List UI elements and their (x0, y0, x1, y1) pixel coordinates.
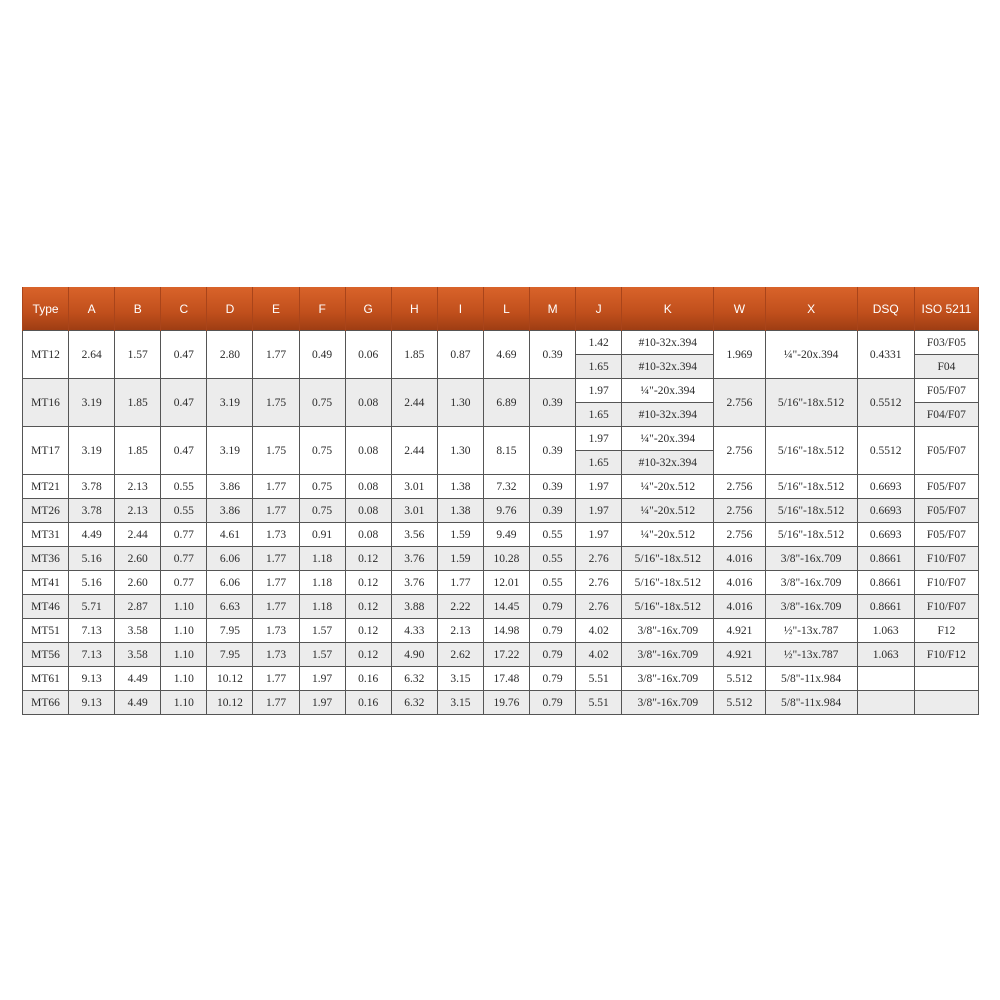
cell-f: 1.97 (299, 691, 345, 715)
cell-i: 3.15 (437, 691, 483, 715)
cell-f: 0.75 (299, 379, 345, 427)
cell-x: 5/8"-11x.984 (765, 667, 857, 691)
cell-m: 0.39 (530, 499, 576, 523)
cell-l: 12.01 (483, 571, 529, 595)
cell-e: 1.77 (253, 571, 299, 595)
cell-h: 3.76 (391, 571, 437, 595)
cell-j: 5.51 (576, 667, 622, 691)
cell-type: MT51 (23, 619, 69, 643)
table-row-mt31 (23, 523, 979, 547)
cell-g: 0.12 (345, 643, 391, 667)
cell-k-upper: #10-32x.394 (622, 331, 714, 355)
cell-i: 0.87 (437, 331, 483, 379)
cell-x: ½"-13x.787 (765, 643, 857, 667)
cell-j: 1.97 (576, 499, 622, 523)
cell-g: 0.12 (345, 595, 391, 619)
cell-j: 1.97 (576, 523, 622, 547)
table-row-mt56 (23, 643, 979, 667)
cell-c: 0.55 (161, 475, 207, 499)
cell-d: 10.12 (207, 691, 253, 715)
cell-c: 0.47 (161, 427, 207, 475)
cell-type: MT56 (23, 643, 69, 667)
table-row-mt46 (23, 595, 979, 619)
cell-j: 1.97 (576, 475, 622, 499)
cell-a: 7.13 (69, 619, 115, 643)
cell-k: 3/8"-16x.709 (622, 691, 714, 715)
cell-a: 5.16 (69, 571, 115, 595)
cell-iso-lower: F04 (914, 355, 978, 379)
cell-d: 7.95 (207, 643, 253, 667)
cell-e: 1.77 (253, 499, 299, 523)
cell-e: 1.77 (253, 475, 299, 499)
cell-f: 0.75 (299, 475, 345, 499)
cell-w: 1.969 (714, 331, 765, 379)
cell-iso (914, 667, 978, 691)
header-h: H (391, 287, 437, 331)
cell-w: 5.512 (714, 667, 765, 691)
cell-k-upper: ¼"-20x.394 (622, 427, 714, 451)
cell-e: 1.75 (253, 379, 299, 427)
header-x: X (765, 287, 857, 331)
cell-dsq: 0.5512 (857, 379, 914, 427)
cell-g: 0.08 (345, 499, 391, 523)
cell-h: 6.32 (391, 691, 437, 715)
cell-i: 1.59 (437, 523, 483, 547)
cell-d: 3.86 (207, 475, 253, 499)
cell-j: 2.76 (576, 547, 622, 571)
cell-k-lower: #10-32x.394 (622, 403, 714, 427)
cell-c: 1.10 (161, 691, 207, 715)
cell-a: 4.49 (69, 523, 115, 547)
header-b: B (115, 287, 161, 331)
cell-m: 0.79 (530, 667, 576, 691)
cell-type: MT16 (23, 379, 69, 427)
cell-g: 0.12 (345, 619, 391, 643)
cell-i: 1.38 (437, 499, 483, 523)
cell-l: 14.98 (483, 619, 529, 643)
cell-i: 1.77 (437, 571, 483, 595)
cell-a: 3.19 (69, 379, 115, 427)
cell-e: 1.77 (253, 331, 299, 379)
cell-e: 1.77 (253, 595, 299, 619)
cell-b: 1.57 (115, 331, 161, 379)
cell-e: 1.77 (253, 547, 299, 571)
cell-d: 10.12 (207, 667, 253, 691)
cell-k: ¼"-20x.512 (622, 475, 714, 499)
cell-k: ¼"-20x.512 (622, 499, 714, 523)
cell-l: 10.28 (483, 547, 529, 571)
dimensions-table-wrapper (22, 287, 979, 715)
cell-iso: F05/F07 (914, 475, 978, 499)
cell-c: 1.10 (161, 595, 207, 619)
cell-c: 0.55 (161, 499, 207, 523)
cell-type: MT26 (23, 499, 69, 523)
cell-x: 3/8"-16x.709 (765, 547, 857, 571)
cell-x: ½"-13x.787 (765, 619, 857, 643)
cell-iso: F12 (914, 619, 978, 643)
cell-a: 5.71 (69, 595, 115, 619)
cell-c: 0.77 (161, 547, 207, 571)
header-dsq: DSQ (857, 287, 914, 331)
cell-type: MT17 (23, 427, 69, 475)
cell-c: 0.77 (161, 571, 207, 595)
cell-a: 3.78 (69, 499, 115, 523)
cell-f: 1.18 (299, 547, 345, 571)
cell-iso (914, 691, 978, 715)
cell-k: 3/8"-16x.709 (622, 643, 714, 667)
table-row-mt12 (23, 331, 979, 355)
cell-h: 3.01 (391, 475, 437, 499)
cell-l: 7.32 (483, 475, 529, 499)
cell-w: 2.756 (714, 523, 765, 547)
header-e: E (253, 287, 299, 331)
cell-m: 0.55 (530, 547, 576, 571)
cell-k: ¼"-20x.512 (622, 523, 714, 547)
cell-k: 5/16"-18x.512 (622, 595, 714, 619)
cell-iso-upper: F03/F05 (914, 331, 978, 355)
cell-l: 19.76 (483, 691, 529, 715)
cell-f: 1.18 (299, 571, 345, 595)
cell-x: 3/8"-16x.709 (765, 595, 857, 619)
cell-iso: F10/F07 (914, 571, 978, 595)
cell-l: 9.76 (483, 499, 529, 523)
cell-d: 3.19 (207, 379, 253, 427)
cell-i: 1.59 (437, 547, 483, 571)
cell-g: 0.08 (345, 475, 391, 499)
header-j: J (576, 287, 622, 331)
cell-m: 0.79 (530, 691, 576, 715)
cell-iso: F10/F07 (914, 595, 978, 619)
cell-d: 6.06 (207, 571, 253, 595)
cell-f: 1.97 (299, 667, 345, 691)
cell-dsq: 0.8661 (857, 571, 914, 595)
cell-e: 1.77 (253, 667, 299, 691)
cell-l: 6.89 (483, 379, 529, 427)
cell-g: 0.08 (345, 523, 391, 547)
cell-j: 2.76 (576, 571, 622, 595)
header-k: K (622, 287, 714, 331)
cell-dsq: 0.4331 (857, 331, 914, 379)
table-row-mt17 (23, 427, 979, 451)
header-c: C (161, 287, 207, 331)
cell-m: 0.55 (530, 571, 576, 595)
cell-h: 1.85 (391, 331, 437, 379)
cell-k: 5/16"-18x.512 (622, 571, 714, 595)
cell-i: 2.22 (437, 595, 483, 619)
cell-l: 17.48 (483, 667, 529, 691)
cell-dsq: 0.6693 (857, 499, 914, 523)
cell-c: 0.77 (161, 523, 207, 547)
cell-f: 1.57 (299, 643, 345, 667)
cell-i: 1.38 (437, 475, 483, 499)
dimensions-table (22, 287, 979, 715)
table-row-mt66 (23, 691, 979, 715)
cell-m: 0.39 (530, 475, 576, 499)
cell-f: 0.75 (299, 427, 345, 475)
cell-f: 1.57 (299, 619, 345, 643)
cell-x: 5/16"-18x.512 (765, 523, 857, 547)
table-row-mt16 (23, 379, 979, 403)
cell-w: 2.756 (714, 379, 765, 427)
cell-i: 1.30 (437, 427, 483, 475)
cell-w: 4.016 (714, 547, 765, 571)
header-f: F (299, 287, 345, 331)
table-body-single-rows (23, 475, 979, 715)
cell-x: 5/16"-18x.512 (765, 475, 857, 499)
cell-d: 3.86 (207, 499, 253, 523)
table-header (23, 287, 979, 331)
cell-b: 2.13 (115, 499, 161, 523)
cell-x: ¼"-20x.394 (765, 331, 857, 379)
cell-type: MT46 (23, 595, 69, 619)
cell-d: 6.06 (207, 547, 253, 571)
header-g: G (345, 287, 391, 331)
cell-b: 1.85 (115, 427, 161, 475)
cell-f: 0.91 (299, 523, 345, 547)
cell-b: 4.49 (115, 667, 161, 691)
cell-j-lower: 1.65 (576, 403, 622, 427)
cell-m: 0.55 (530, 523, 576, 547)
cell-j-upper: 1.97 (576, 427, 622, 451)
cell-m: 0.39 (530, 379, 576, 427)
cell-a: 7.13 (69, 643, 115, 667)
cell-dsq (857, 691, 914, 715)
header-m: M (530, 287, 576, 331)
cell-b: 2.13 (115, 475, 161, 499)
cell-i: 3.15 (437, 667, 483, 691)
cell-w: 4.016 (714, 571, 765, 595)
cell-w: 5.512 (714, 691, 765, 715)
cell-l: 9.49 (483, 523, 529, 547)
cell-d: 6.63 (207, 595, 253, 619)
cell-dsq: 0.6693 (857, 475, 914, 499)
cell-x: 3/8"-16x.709 (765, 571, 857, 595)
cell-e: 1.73 (253, 523, 299, 547)
cell-dsq: 1.063 (857, 643, 914, 667)
cell-j-lower: 1.65 (576, 451, 622, 475)
cell-d: 2.80 (207, 331, 253, 379)
cell-c: 1.10 (161, 619, 207, 643)
cell-m: 0.39 (530, 331, 576, 379)
cell-w: 4.016 (714, 595, 765, 619)
cell-a: 3.19 (69, 427, 115, 475)
cell-m: 0.79 (530, 619, 576, 643)
cell-k: 5/16"-18x.512 (622, 547, 714, 571)
cell-i: 1.30 (437, 379, 483, 427)
cell-b: 2.44 (115, 523, 161, 547)
cell-h: 4.90 (391, 643, 437, 667)
table-row-mt26 (23, 499, 979, 523)
cell-c: 1.10 (161, 667, 207, 691)
cell-d: 3.19 (207, 427, 253, 475)
cell-e: 1.73 (253, 619, 299, 643)
cell-type: MT66 (23, 691, 69, 715)
cell-dsq: 0.6693 (857, 523, 914, 547)
cell-j: 4.02 (576, 643, 622, 667)
cell-b: 2.60 (115, 547, 161, 571)
cell-h: 6.32 (391, 667, 437, 691)
cell-iso-lower: F04/F07 (914, 403, 978, 427)
cell-iso: F05/F07 (914, 427, 978, 475)
cell-dsq (857, 667, 914, 691)
header-iso5211: ISO 5211 (914, 287, 978, 331)
cell-a: 5.16 (69, 547, 115, 571)
cell-h: 4.33 (391, 619, 437, 643)
cell-w: 2.756 (714, 499, 765, 523)
cell-h: 3.56 (391, 523, 437, 547)
cell-j-upper: 1.97 (576, 379, 622, 403)
cell-b: 2.60 (115, 571, 161, 595)
cell-l: 8.15 (483, 427, 529, 475)
cell-iso: F10/F07 (914, 547, 978, 571)
cell-g: 0.08 (345, 379, 391, 427)
cell-x: 5/8"-11x.984 (765, 691, 857, 715)
cell-c: 1.10 (161, 643, 207, 667)
table-row-mt61 (23, 667, 979, 691)
cell-e: 1.75 (253, 427, 299, 475)
cell-iso-upper: F05/F07 (914, 379, 978, 403)
cell-k: 3/8"-16x.709 (622, 619, 714, 643)
header-d: D (207, 287, 253, 331)
cell-k-lower: #10-32x.394 (622, 451, 714, 475)
cell-e: 1.73 (253, 643, 299, 667)
cell-f: 0.49 (299, 331, 345, 379)
cell-x: 5/16"-18x.512 (765, 427, 857, 475)
cell-dsq: 1.063 (857, 619, 914, 643)
cell-g: 0.16 (345, 691, 391, 715)
header-row (23, 287, 979, 331)
cell-h: 3.88 (391, 595, 437, 619)
cell-j-upper: 1.42 (576, 331, 622, 355)
table-body (23, 331, 979, 475)
table-row-mt51 (23, 619, 979, 643)
cell-dsq: 0.8661 (857, 595, 914, 619)
cell-k-lower: #10-32x.394 (622, 355, 714, 379)
cell-x: 5/16"-18x.512 (765, 379, 857, 427)
cell-l: 17.22 (483, 643, 529, 667)
cell-iso: F05/F07 (914, 499, 978, 523)
cell-type: MT12 (23, 331, 69, 379)
cell-type: MT21 (23, 475, 69, 499)
cell-c: 0.47 (161, 379, 207, 427)
cell-type: MT41 (23, 571, 69, 595)
cell-g: 0.08 (345, 427, 391, 475)
cell-l: 4.69 (483, 331, 529, 379)
cell-b: 4.49 (115, 691, 161, 715)
cell-g: 0.12 (345, 571, 391, 595)
cell-g: 0.12 (345, 547, 391, 571)
cell-j: 2.76 (576, 595, 622, 619)
cell-h: 2.44 (391, 379, 437, 427)
cell-i: 2.62 (437, 643, 483, 667)
header-i: I (437, 287, 483, 331)
header-type: Type (23, 287, 69, 331)
table-row-mt21 (23, 475, 979, 499)
cell-k: 3/8"-16x.709 (622, 667, 714, 691)
cell-k-upper: ¼"-20x.394 (622, 379, 714, 403)
cell-j-lower: 1.65 (576, 355, 622, 379)
cell-w: 2.756 (714, 475, 765, 499)
cell-x: 5/16"-18x.512 (765, 499, 857, 523)
header-w: W (714, 287, 765, 331)
cell-m: 0.79 (530, 595, 576, 619)
cell-b: 3.58 (115, 643, 161, 667)
table-row-mt36 (23, 547, 979, 571)
cell-a: 9.13 (69, 667, 115, 691)
cell-a: 2.64 (69, 331, 115, 379)
cell-h: 2.44 (391, 427, 437, 475)
cell-f: 1.18 (299, 595, 345, 619)
cell-iso: F05/F07 (914, 523, 978, 547)
cell-iso: F10/F12 (914, 643, 978, 667)
cell-b: 2.87 (115, 595, 161, 619)
cell-type: MT61 (23, 667, 69, 691)
cell-m: 0.39 (530, 427, 576, 475)
cell-f: 0.75 (299, 499, 345, 523)
cell-g: 0.16 (345, 667, 391, 691)
cell-m: 0.79 (530, 643, 576, 667)
cell-d: 4.61 (207, 523, 253, 547)
cell-j: 4.02 (576, 619, 622, 643)
cell-j: 5.51 (576, 691, 622, 715)
header-a: A (69, 287, 115, 331)
cell-d: 7.95 (207, 619, 253, 643)
cell-l: 14.45 (483, 595, 529, 619)
table-row-mt41 (23, 571, 979, 595)
cell-i: 2.13 (437, 619, 483, 643)
cell-w: 4.921 (714, 619, 765, 643)
cell-w: 2.756 (714, 427, 765, 475)
cell-dsq: 0.5512 (857, 427, 914, 475)
cell-a: 9.13 (69, 691, 115, 715)
cell-a: 3.78 (69, 475, 115, 499)
cell-e: 1.77 (253, 691, 299, 715)
cell-g: 0.06 (345, 331, 391, 379)
cell-dsq: 0.8661 (857, 547, 914, 571)
cell-b: 3.58 (115, 619, 161, 643)
cell-h: 3.01 (391, 499, 437, 523)
cell-type: MT31 (23, 523, 69, 547)
cell-c: 0.47 (161, 331, 207, 379)
cell-b: 1.85 (115, 379, 161, 427)
cell-h: 3.76 (391, 547, 437, 571)
cell-type: MT36 (23, 547, 69, 571)
header-l: L (483, 287, 529, 331)
cell-w: 4.921 (714, 643, 765, 667)
